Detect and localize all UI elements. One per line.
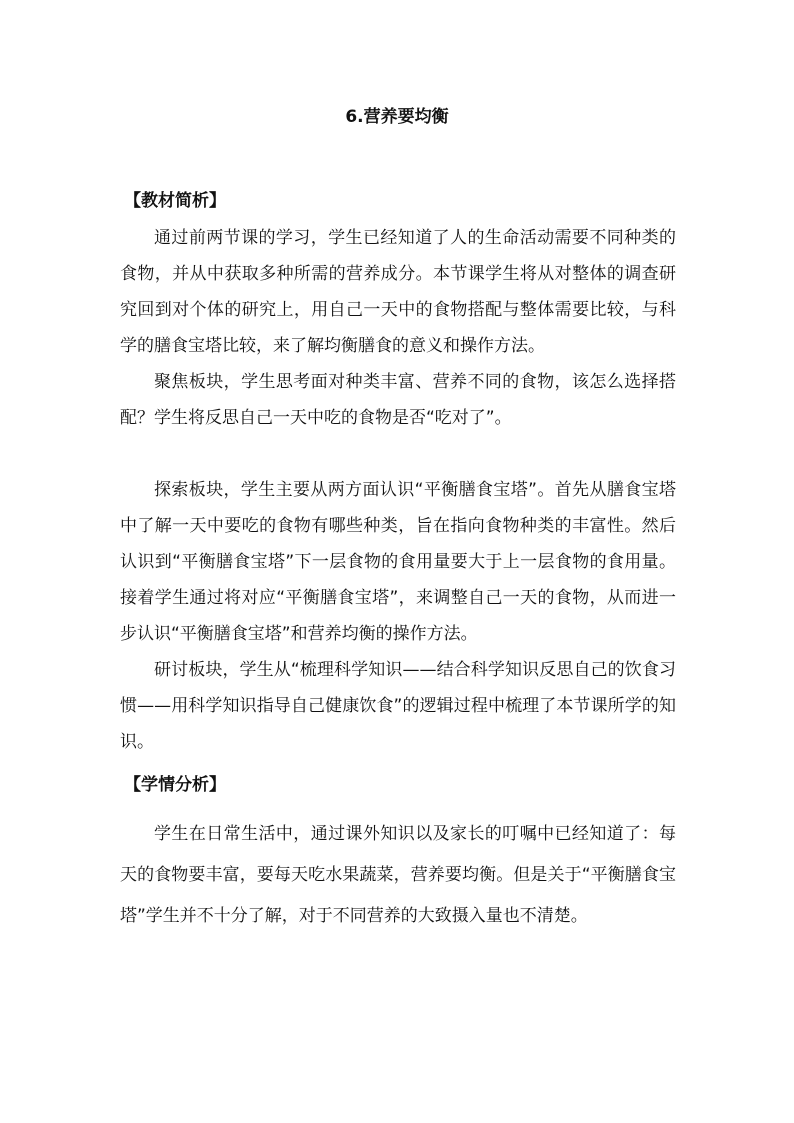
paragraph-student-analysis: 学生在日常生活中，通过课外知识以及家长的叮嘱中已经知道了：每天的食物要丰富，要每天吃水果蔬菜，营养要均衡。但是关于“平衡膳食宝塔”学生并不十分了解，对于不同营养的大致摄入量也不清楚。	[120, 824, 676, 926]
document-title: 6.营养要均衡	[345, 107, 449, 127]
paragraph-focus-section: 聚焦板块，学生思考面对种类丰富、营养不同的食物，该怎么选择搭配？学生将反思自己一天中吃的食物是否“吃对了”。	[120, 372, 676, 428]
paragraph-explore-section: 探索板块，学生主要从两方面认识“平衡膳食宝塔”。首先从膳食宝塔中了解一天中要吃的食物有哪些种类，旨在指向食物种类的丰富性。然后认识到“平衡膳食宝塔”下一层食物的食用量要大于上一层食物的食用量。接着学生通过将对应“平衡膳食宝塔”，来调整自己一天的食物，从而进一步认识“平衡膳食宝塔”和营养均衡的操作方法。	[120, 480, 676, 644]
paragraph-textbook-intro: 通过前两节课的学习，学生已经知道了人的生命活动需要不同种类的食物，并从中获取多种所需的营养成分。本节课学生将从对整体的调查研究回到对个体的研究上，用自己一天中的食物搭配与整体需要比较，与科学的膳食宝塔比较，来了解均衡膳食的意义和操作方法。	[120, 228, 676, 356]
paragraph-discuss-section: 研讨板块，学生从“梳理科学知识——结合科学知识反思自己的饮食习惯——用科学知识指导自己健康饮食”的逻辑过程中梳理了本节课所学的知识。	[120, 660, 676, 752]
section-heading-student-analysis: 【学情分析】	[124, 775, 226, 795]
section-heading-textbook-analysis: 【教材简析】	[124, 191, 226, 211]
